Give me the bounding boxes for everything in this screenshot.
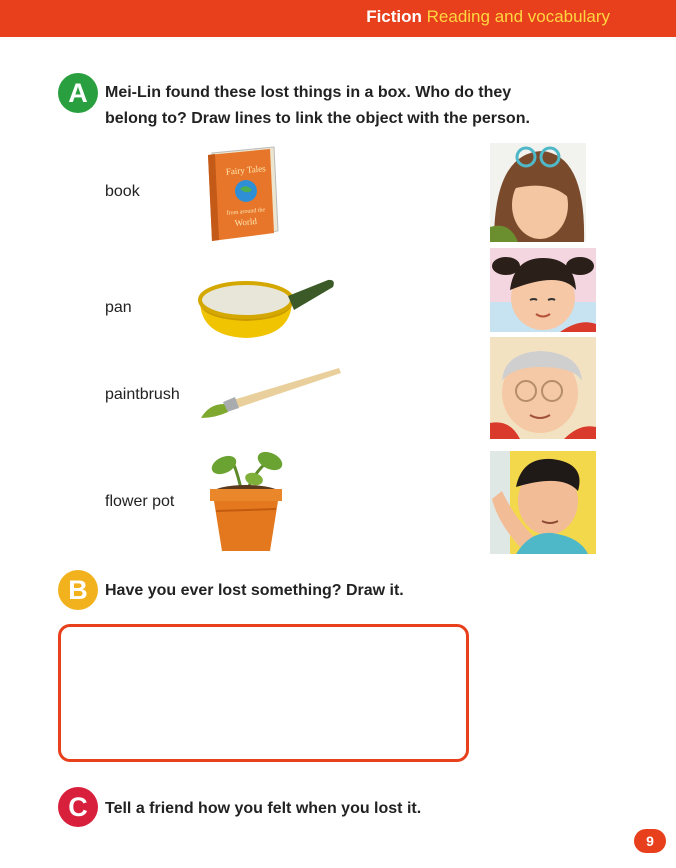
book-cover-word: World [234,216,258,228]
object-label-book: book [105,183,140,200]
section-b-badge: B [58,570,98,610]
section-c-instruction: Tell a friend how you felt when you lost it. [105,800,422,817]
person-girl-with-pigtails [490,248,596,332]
header-title [366,7,610,27]
book-illustration [206,143,284,243]
flower-pot-illustration [204,449,288,555]
section-a-badge: A [58,73,98,113]
section-c-badge: C [58,787,98,827]
drawing-box[interactable] [58,624,469,762]
pan-illustration [196,274,338,346]
header-subtitle: Reading and vocabulary [426,7,610,26]
paintbrush-illustration [197,364,345,420]
page-header [0,0,676,37]
person-man-waving [490,451,596,554]
section-a-line1: Mei-Lin found these lost things in a box. Who do they [105,84,512,101]
header-bold: Fiction [366,7,422,26]
section-a-line2: belong to? Draw lines to link the object with the person. [105,110,530,127]
object-label-flower-pot: flower pot [105,493,175,510]
person-girl-with-sunglasses [490,143,586,242]
person-old-man-with-glasses [490,337,596,439]
section-a-instruction [105,80,530,132]
object-label-paintbrush: paintbrush [105,386,180,403]
book-cover-title: Fairy Tales [225,163,267,177]
book-cover-subtitle: from around the [226,207,266,217]
object-label-pan: pan [105,299,132,316]
page-number: 9 [634,829,666,853]
section-b-instruction: Have you ever lost something? Draw it. [105,582,404,599]
